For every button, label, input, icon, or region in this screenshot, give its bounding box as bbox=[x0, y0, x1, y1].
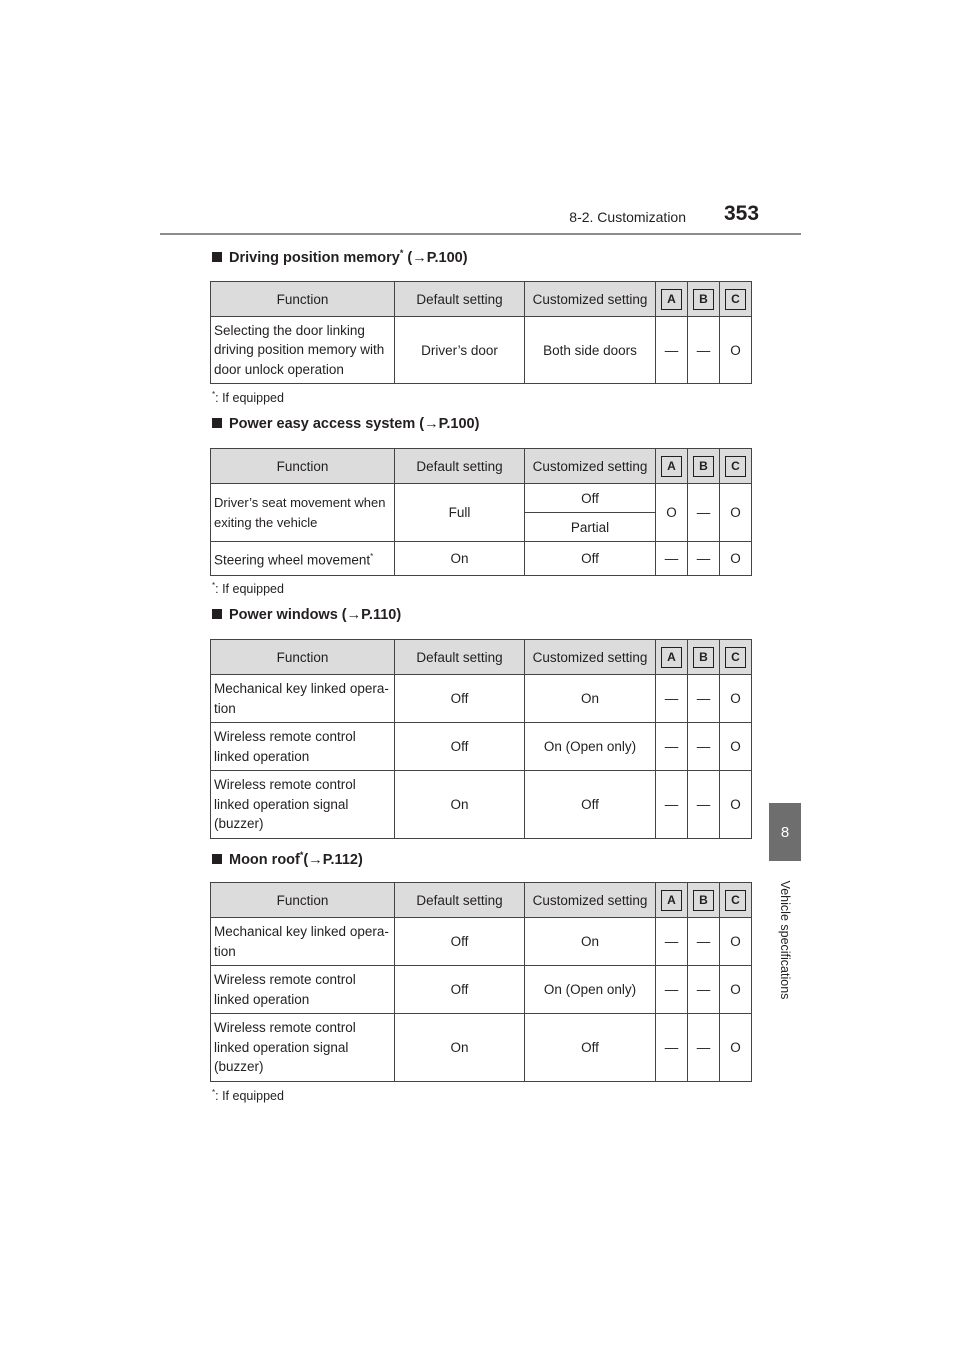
chapter-number: 8 bbox=[780, 823, 790, 841]
col-default: Default setting bbox=[395, 449, 525, 484]
col-default: Default setting bbox=[395, 883, 525, 918]
col-function: Function bbox=[211, 282, 395, 317]
footnote: *: If equipped bbox=[212, 1088, 284, 1104]
table-row: Wireless remote control linked operation Off On (Open only) — — O bbox=[211, 966, 752, 1014]
col-customized: Customized setting bbox=[525, 282, 656, 317]
col-default: Default setting bbox=[395, 282, 525, 317]
chapter-tab bbox=[769, 803, 801, 861]
col-function: Function bbox=[211, 449, 395, 484]
col-a: A bbox=[661, 289, 682, 310]
col-customized: Customized setting bbox=[525, 449, 656, 484]
col-b: B bbox=[693, 456, 714, 477]
table-row: Mechanical key linked opera-tion Off On — — O bbox=[211, 675, 752, 723]
power-windows-table bbox=[210, 639, 752, 839]
table-row: Mechanical key linked opera-tion Off On — — O bbox=[211, 918, 752, 966]
table-row: Driver’s seat movement when exiting the vehicle Full Off O — O bbox=[211, 484, 752, 513]
col-a: A bbox=[661, 456, 682, 477]
table-row: Steering wheel movement* On Off — — O bbox=[211, 542, 752, 576]
col-default: Default setting bbox=[395, 640, 525, 675]
col-function: Function bbox=[211, 640, 395, 675]
col-b: B bbox=[693, 289, 714, 310]
section-heading-moon-roof: Moon roof*(→P.112) bbox=[212, 850, 363, 868]
section-heading-power-easy-access: Power easy access system (→P.100) bbox=[212, 416, 479, 432]
table-row: Wireless remote control linked operation signal (buzzer) On Off — — O bbox=[211, 771, 752, 839]
col-customized: Customized setting bbox=[525, 883, 656, 918]
col-b: B bbox=[693, 647, 714, 668]
table-row: Partial bbox=[211, 513, 752, 542]
power-easy-access-table bbox=[210, 448, 752, 576]
col-a: A bbox=[661, 890, 682, 911]
footnote: *: If equipped bbox=[212, 390, 284, 406]
chapter-label: Vehicle specifications bbox=[778, 880, 792, 1000]
moon-roof-table bbox=[210, 882, 752, 1082]
section-heading-driving-position: Driving position memory* (→P.100) bbox=[212, 248, 468, 266]
bullet-square-icon bbox=[212, 252, 222, 262]
table-row: Wireless remote control linked operation Off On (Open only) — — O bbox=[211, 723, 752, 771]
table-row: Selecting the door linking driving position memory with door unlock operation Driver’s door Both side doors — — O bbox=[211, 317, 752, 384]
table-row: Wireless remote control linked operation signal (buzzer) On Off — — O bbox=[211, 1014, 752, 1082]
col-a: A bbox=[661, 647, 682, 668]
bullet-square-icon bbox=[212, 609, 222, 619]
col-c: C bbox=[725, 647, 746, 668]
col-customized: Customized setting bbox=[525, 640, 656, 675]
col-c: C bbox=[725, 456, 746, 477]
bullet-square-icon bbox=[212, 854, 222, 864]
page-number: 353 bbox=[724, 202, 760, 225]
header-divider bbox=[160, 233, 801, 235]
section-heading-power-windows: Power windows (→P.110) bbox=[212, 607, 401, 623]
col-b: B bbox=[693, 890, 714, 911]
col-c: C bbox=[725, 289, 746, 310]
driving-position-table bbox=[210, 281, 752, 384]
section-title: 8-2. Customization bbox=[569, 209, 686, 225]
col-c: C bbox=[725, 890, 746, 911]
col-function: Function bbox=[211, 883, 395, 918]
footnote: *: If equipped bbox=[212, 581, 284, 597]
bullet-square-icon bbox=[212, 418, 222, 428]
